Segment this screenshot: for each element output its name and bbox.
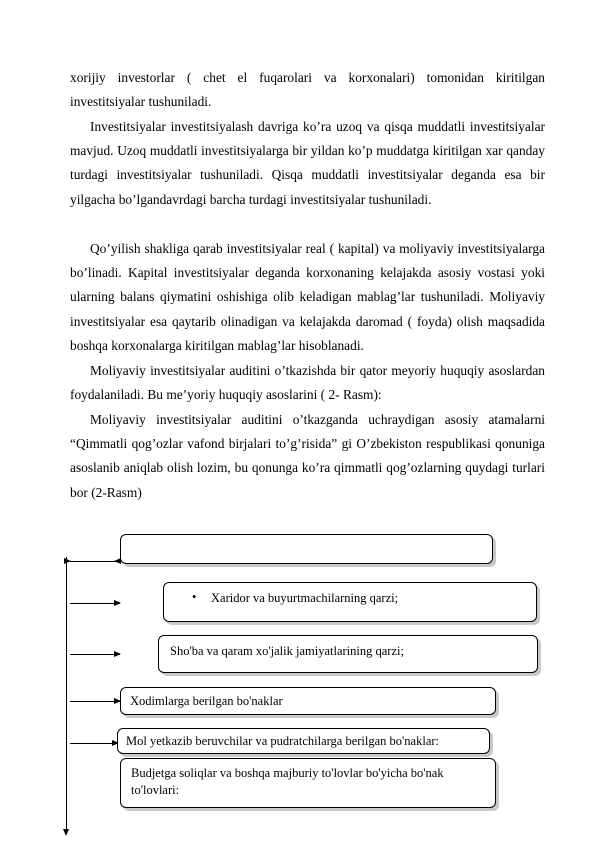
arrow-item-1 [70, 603, 120, 604]
paragraph-5: Moliyaviy investitsiyalar auditini o’tkazganda uchraydigan asosiy atamalarni “Qimmatli qog’ozlar vafond birjalari to’g’risida” gi O’zbekiston respublikasi qonuniga asoslanib aniqlab olish lozim, bu qonunga ko’ra qimmatli qog’ozlarning quydagi turlari bor (2-Rasm) [70, 412, 545, 500]
diagram-item-3-label: Xodimlarga berilgan bo'naklar [130, 694, 283, 708]
paragraph-2: Investitsiyalar investitsiyalash davriga ko’ra uzoq va qisqa muddatli investitsiyalar mavjud. Uzoq muddatli investitsiyalarga bir yildan ko’p muddatga kiritilgan xar qanday turdagi investitsiyalar tushuniladi. Qisqa muddatli investitsiyalar deganda esa bir yilgacha bo’lgandavrdagi barcha turdagi investitsiyalar tushuniladi. [70, 119, 545, 207]
diagram-item-5 [120, 758, 496, 808]
bullet-icon: • [192, 590, 197, 604]
paragraph-4: Moliyaviy investitsiyalar auditini o’tkazishda bir qator meyoriy huquqiy asoslardan foydalaniladi. Bu me’yoriy huquqiy asoslarini ( 2- Rasm): [70, 363, 545, 403]
diagram-vertical-line [66, 557, 67, 830]
diagram-item-2 [158, 635, 538, 673]
diagram-item-2-label: Sho'ba va qaram xo'jalik jamiyatlarining qarzi; [170, 644, 404, 658]
arrow-item-3 [70, 701, 120, 702]
diagram-item-4 [117, 728, 490, 754]
arrow-item-4 [70, 743, 118, 744]
diagram-item-5-label: Budjetga soliqlar va boshqa majburiy to'lovlar bo'yicha bo'nak to'lovlari: [131, 766, 444, 797]
diagram-top-box [120, 534, 493, 564]
diagram-item-1-label: Xaridor va buyurtmachilarning qarzi; [211, 591, 399, 605]
diagram-item-3 [120, 687, 496, 715]
paragraph-1: xorijiy investorlar ( chet el fuqarolari va korxonalari) tomonidan kiritilgan investitsiyalar tushuniladi. [70, 70, 545, 110]
arrow-item-2 [70, 654, 120, 655]
diagram-item-4-label: Mol yetkazib beruvchilar va pudratchilarga berilgan bo'naklar: [126, 734, 440, 748]
paragraph-3: Qo’yilish shakliga qarab investitsiyalar real ( kapital) va moliyaviy investitsiyalarga bo’linadi. Kapital investitsiyalar deganda korxonaning kelajakda asosiy vostasi yoki ularning balans qiymatini oshishiga olib keladigan mablag’lar tushuniladi. Moliyaviy investitsiyalar esa qaytarib olinadigan va kelajakda daromad ( foyda) olish maqsadida boshqa korxonalarga kiritilgan mablag’lar hisoblanadi. [70, 241, 545, 353]
arrow-top-to-line [70, 561, 120, 562]
diagram-item-1 [163, 582, 537, 622]
